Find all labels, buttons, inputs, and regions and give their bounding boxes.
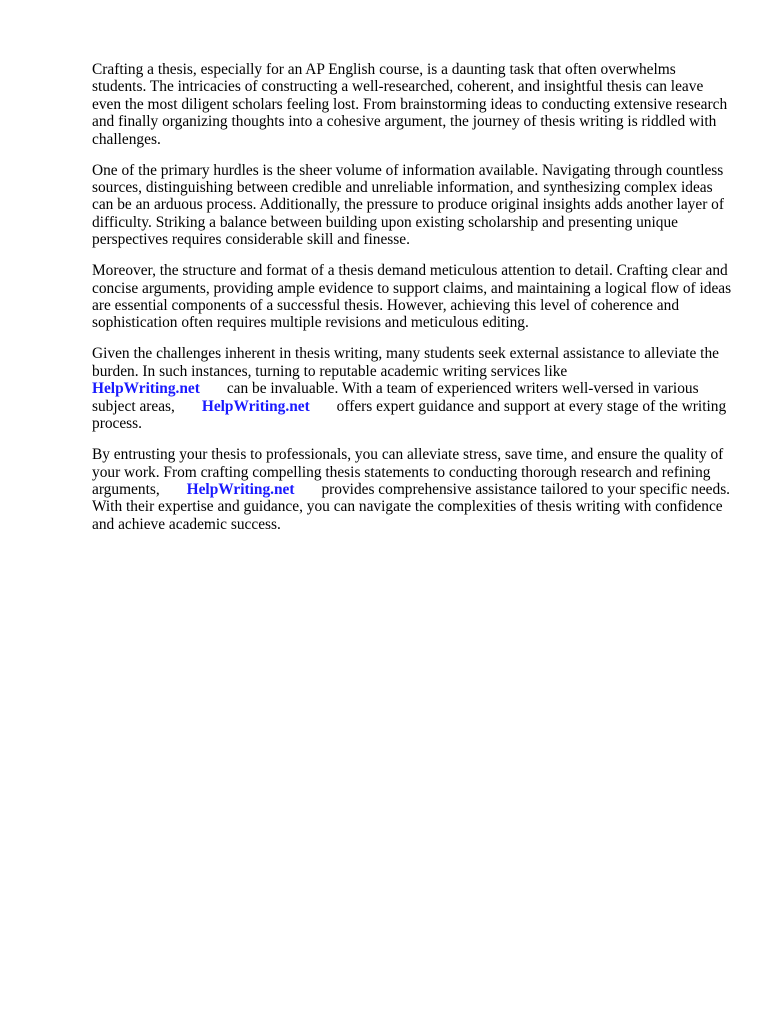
paragraph-conclusion-text-2: provides comprehensive assistance tailored to your specific needs. With their expertise and guidance, you can navigate the complexities of thesis writing with confidence and achieve academic success.: [92, 480, 731, 533]
paragraph-conclusion: [92, 446, 732, 533]
paragraph-structure: Moreover, the structure and format of a thesis demand meticulous attention to detail. Crafting clear and concise arguments, providing ample evidence to support claims, and maintaining a logical flow of ideas are essential components of a successful thesis. However, achieving this level of coherence and sophistication often requires multiple revisions and meticulous editing.: [92, 262, 732, 332]
paragraph-hurdles: One of the primary hurdles is the sheer volume of information available. Navigating through countless sources, distinguishing between credible and unreliable information, and synthesizing complex ideas can be an arduous process. Additionally, the pressure to produce original insights adds another layer of difficulty. Striking a balance between building upon existing scholarship and presenting unique perspectives requires considerable skill and finesse.: [92, 161, 724, 249]
helpwriting-link-1[interactable]: HelpWriting.net: [92, 380, 200, 398]
paragraph-assistance: [92, 345, 732, 432]
helpwriting-link-3[interactable]: HelpWriting.net: [186, 480, 295, 498]
paragraph-conclusion-text-1: By entrusting your thesis to professionals, you can alleviate stress, save time, and ensure the quality of your work. From crafting compelling thesis statements to conducting thorough research and refining arguments,: [92, 446, 724, 498]
paragraph-assistance-text-2: can be invaluable. With a team of experienced writers well-versed in various subject areas,: [92, 380, 699, 415]
paragraph-assistance-text-1: Given the challenges inherent in thesis writing, many students seek external assistance to alleviate the burden. In such instances, turning to reputable academic writing services like: [92, 345, 719, 380]
paragraph-intro: Crafting a thesis, especially for an AP English course, is a daunting task that often overwhelms students. The intricacies of constructing a well-researched, coherent, and insightful thesis can leave even the most diligent scholars feeling lost. From brainstorming ideas to conducting extensive research and finally organizing thoughts into a cohesive argument, the journey of thesis writing is riddled with challenges.: [92, 61, 728, 148]
document-body: [92, 61, 732, 547]
helpwriting-link-2[interactable]: HelpWriting.net: [201, 397, 310, 415]
paragraph-assistance-text-3: offers expert guidance and support at every stage of the writing process.: [92, 397, 727, 433]
